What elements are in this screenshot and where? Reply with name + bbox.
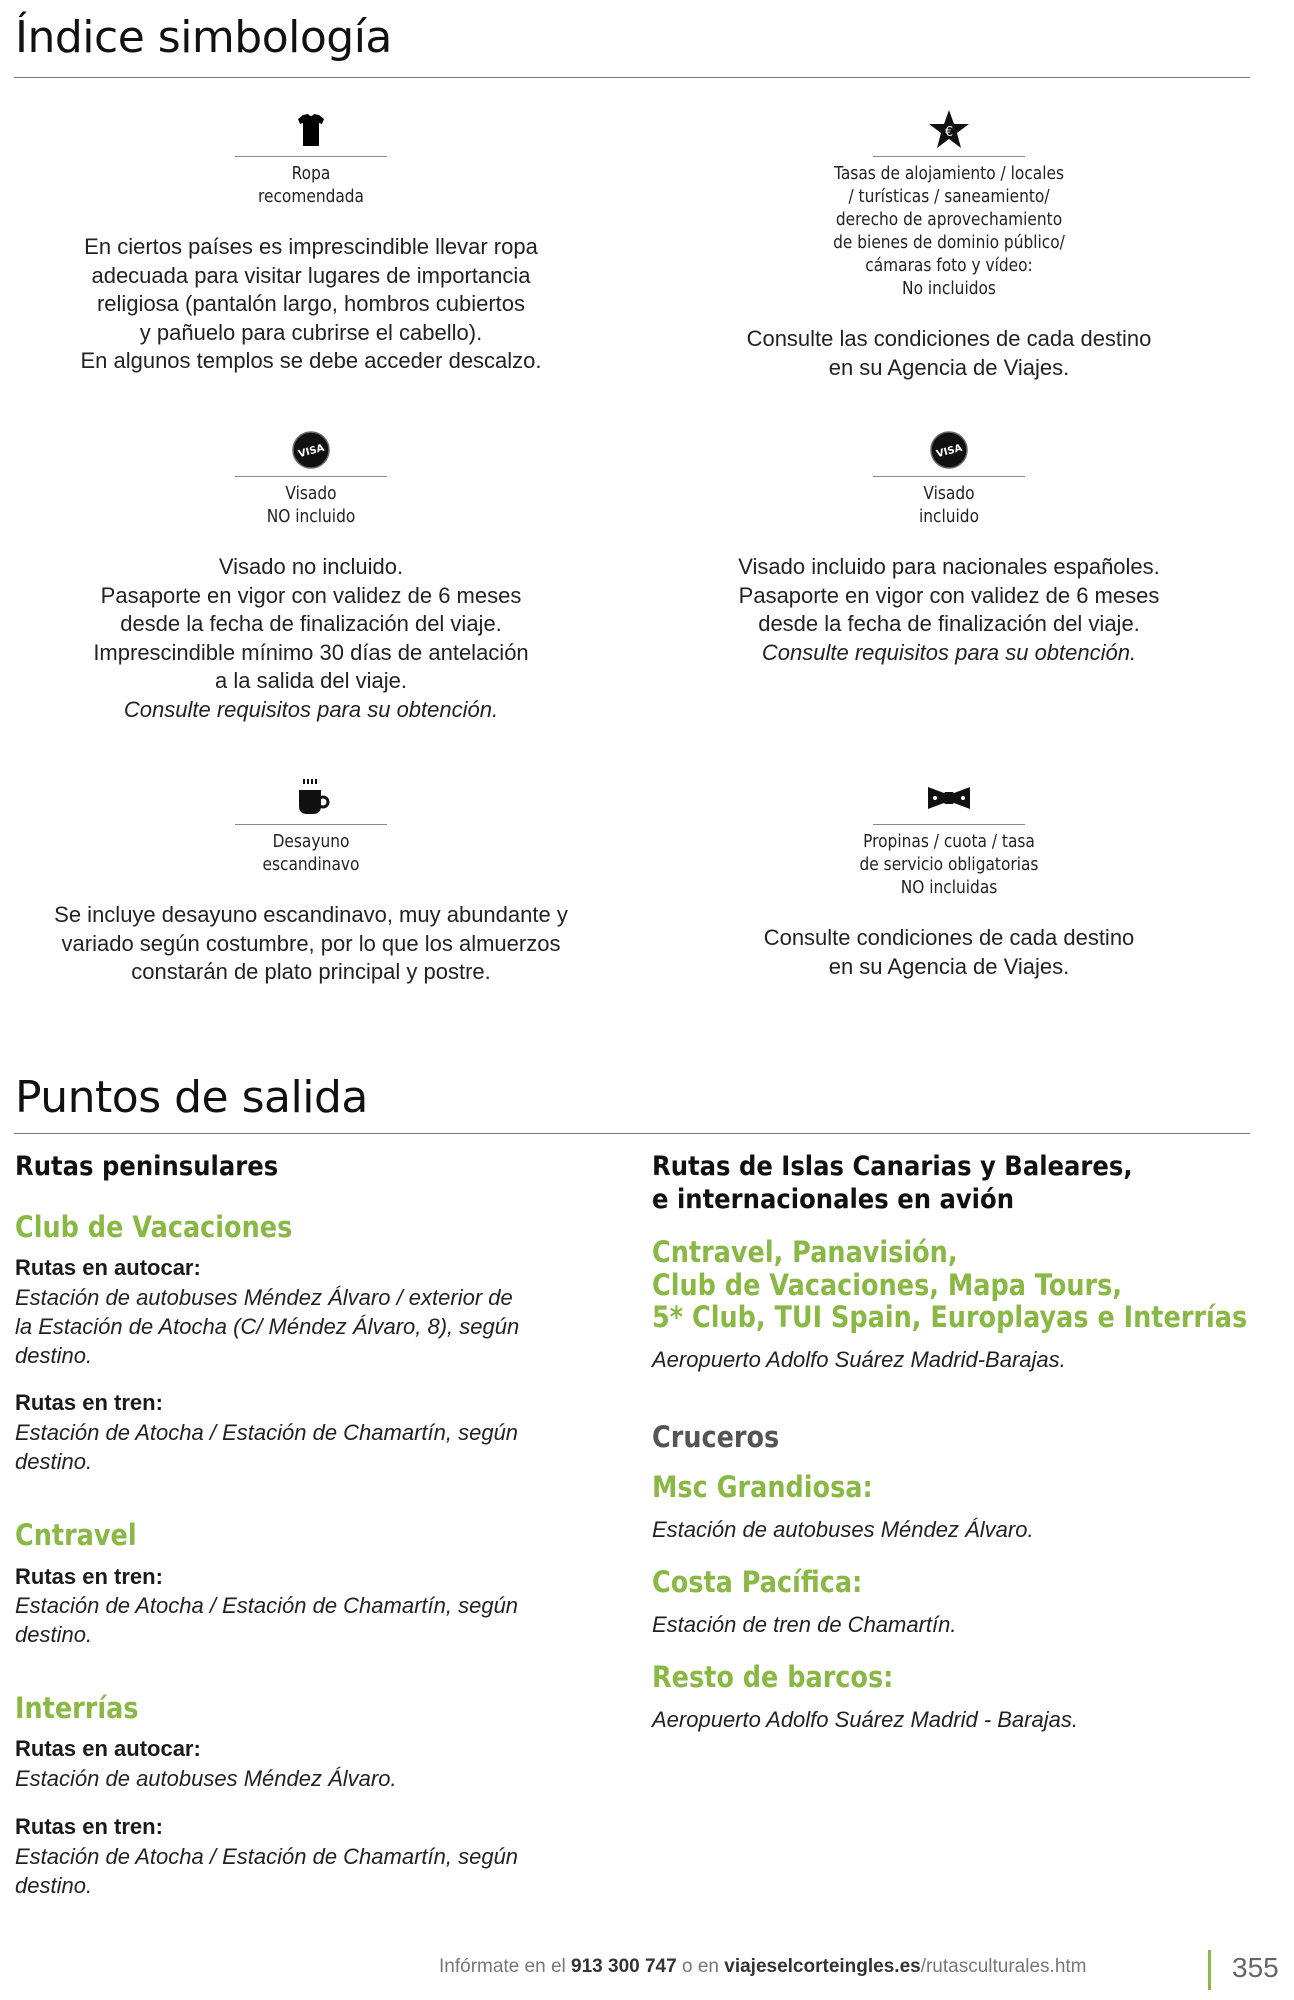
symbol-label	[38, 163, 584, 209]
symbol-entry	[1, 110, 621, 376]
symbol-entry	[639, 110, 1259, 382]
symbol-divider	[235, 476, 387, 477]
visa-included-icon	[639, 430, 1259, 470]
description-line: Visado incluido para nacionales españoles.	[738, 554, 1160, 579]
operator-interrias: Interrías	[15, 1691, 139, 1725]
bus-routes-label: Rutas en autocar:	[15, 1255, 201, 1280]
label-line: NO incluido	[266, 507, 356, 527]
symbol-entry	[1, 430, 621, 724]
text-line: Estación de Atocha / Estación de Chamartín, según	[15, 1844, 519, 1869]
footer-divider	[1208, 1950, 1211, 1990]
train-routes-text	[15, 1418, 518, 1476]
description-line: Visado no incluido.	[218, 554, 404, 579]
symbol-description	[1, 901, 621, 987]
text-line: destino.	[15, 1449, 93, 1474]
symbol-description	[1, 553, 621, 724]
symbol-divider	[235, 824, 387, 825]
peninsular-routes-heading: Rutas peninsulares	[15, 1151, 279, 1182]
description-line: y pañuelo para cubrirse el cabello).	[139, 319, 483, 345]
label-line: Tasas de alojamiento / locales	[833, 164, 1065, 184]
symbol-label	[38, 483, 584, 529]
description-line: Pasaporte en vigor con validez de 6 meses	[100, 582, 522, 608]
symbol-label	[38, 831, 584, 877]
cruise-msc-grandiosa: Msc Grandiosa:	[652, 1470, 873, 1504]
visa-icon-text: VISA	[297, 442, 326, 461]
label-line: incluido	[918, 507, 980, 527]
bus-routes-label: Rutas en autocar:	[15, 1736, 201, 1761]
symbol-divider	[235, 156, 387, 157]
description-note: Consulte requisitos para su obtención.	[761, 639, 1137, 665]
airport-text: Aeropuerto Adolfo Suárez Madrid-Barajas.	[652, 1347, 1066, 1372]
description-line: Consulte las condiciones de cada destino	[746, 326, 1152, 351]
visa-not-included-icon	[1, 430, 621, 470]
symbol-divider	[873, 156, 1025, 157]
label-line: NO incluidas	[900, 878, 998, 898]
svg-text:€: €	[944, 125, 954, 140]
heading-line: e internacionales en avión	[652, 1184, 1015, 1215]
cruise-costa-pacifica: Costa Pacífica:	[652, 1565, 863, 1599]
train-routes-label: Rutas en tren:	[15, 1564, 163, 1589]
symbol-description	[639, 325, 1259, 382]
label-line: escandinavo	[262, 855, 360, 875]
train-routes-text	[15, 1842, 518, 1900]
label-line: de bienes de dominio público/	[833, 233, 1065, 253]
description-line: variado según costumbre, por lo que los almuerzos	[61, 930, 561, 956]
label-line: Propinas / cuota / tasa	[863, 832, 1035, 852]
description-line: en su Agencia de Viajes.	[828, 953, 1070, 979]
description-line: desde la fecha de finalización del viaje.	[758, 611, 1140, 636]
symbol-divider	[873, 476, 1025, 477]
train-routes-text	[15, 1591, 518, 1649]
heading-line: Rutas de Islas Canarias y Baleares,	[652, 1151, 1133, 1182]
symbol-divider	[873, 824, 1025, 825]
label-line: Desayuno	[272, 832, 350, 852]
symbol-description	[639, 553, 1259, 667]
footer-site-path[interactable]: /rutasculturales.htm	[920, 1956, 1087, 1977]
description-line: Consulte condiciones de cada destino	[763, 925, 1135, 950]
departures-title: Puntos de salida	[15, 1072, 368, 1123]
footer-contact	[439, 1956, 1087, 1978]
footer-site-link[interactable]: viajeselcorteingles.es	[724, 1956, 921, 1977]
train-routes-label: Rutas en tren:	[15, 1390, 163, 1415]
operator-line: 5* Club, TUI Spain, Europlayas e Interrías	[652, 1300, 1248, 1334]
symbol-description	[639, 924, 1259, 981]
symbol-description	[1, 233, 621, 376]
train-routes-label: Rutas en tren:	[15, 1814, 163, 1839]
description-line: desde la fecha de finalización del viaje.	[120, 611, 502, 636]
symbol-label	[676, 483, 1222, 529]
symbol-entry	[639, 778, 1259, 981]
label-line: Visado	[285, 484, 337, 504]
description-line: constarán de plato principal y postre.	[131, 959, 491, 984]
description-line: en su Agencia de Viajes.	[828, 354, 1070, 380]
euro-star-icon	[639, 110, 1259, 150]
text-line: destino.	[15, 1873, 93, 1898]
bow-tie-icon	[639, 778, 1259, 818]
description-line: a la salida del viaje.	[214, 668, 407, 693]
label-line: de servicio obligatorias	[859, 855, 1039, 875]
cruise-rest: Resto de barcos:	[652, 1660, 894, 1694]
description-line: Se incluye desayuno escandinavo, muy abundante y	[54, 902, 568, 927]
operator-club-vacaciones: Club de Vacaciones	[15, 1210, 293, 1244]
cruises-heading: Cruceros	[652, 1420, 780, 1454]
label-line: recomendada	[257, 187, 365, 207]
text-line: Estación de autobuses Méndez Álvaro.	[15, 1766, 397, 1791]
title-divider	[14, 77, 1250, 78]
text-line: destino.	[15, 1622, 93, 1647]
symbols-title: Índice simbología	[15, 12, 392, 63]
operator-cntravel: Cntravel	[15, 1518, 137, 1552]
coffee-cup-icon	[1, 778, 621, 818]
cruise-costa-text: Estación de tren de Chamartín.	[652, 1612, 957, 1637]
visa-icon-text: VISA	[935, 442, 964, 461]
symbol-entry	[639, 430, 1259, 667]
label-line: Ropa	[291, 164, 331, 184]
description-line: Imprescindible mínimo 30 días de antelación	[93, 639, 529, 665]
text-line: Estación de Atocha / Estación de Chamartín, según	[15, 1593, 519, 1618]
symbol-entry	[1, 778, 621, 987]
description-line: religiosa (pantalón largo, hombros cubiertos	[96, 291, 525, 316]
text-line: la Estación de Atocha (C/ Méndez Álvaro, 8), según	[15, 1314, 520, 1339]
page-number: 355	[1232, 1952, 1279, 1983]
bus-routes-text	[15, 1283, 519, 1370]
label-line: No incluidos	[902, 279, 996, 299]
description-note: Consulte requisitos para su obtención.	[123, 696, 499, 722]
description-line: Pasaporte en vigor con validez de 6 meses	[738, 582, 1160, 608]
international-operators	[652, 1236, 1247, 1334]
cruise-rest-text: Aeropuerto Adolfo Suárez Madrid - Barajas.	[652, 1707, 1078, 1732]
description-line: En ciertos países es imprescindible llevar ropa	[84, 234, 538, 259]
text-line: Estación de Atocha / Estación de Chamartín, según	[15, 1420, 519, 1445]
label-line: cámaras foto y vídeo:	[865, 256, 1033, 276]
description-line: En algunos templos se debe acceder descalzo.	[80, 348, 542, 373]
operator-line: Club de Vacaciones, Mapa Tours,	[652, 1267, 1123, 1302]
label-line: derecho de aprovechamiento	[835, 210, 1063, 230]
international-routes-heading	[652, 1150, 1133, 1216]
bus-routes-text	[15, 1764, 397, 1793]
footer-prefix: Infórmate en el	[439, 1956, 572, 1977]
footer-middle: o en	[676, 1956, 725, 1977]
operator-line: Cntravel, Panavisión,	[652, 1235, 958, 1269]
description-line: adecuada para visitar lugares de importancia	[91, 262, 531, 288]
shirt-icon	[1, 110, 621, 150]
text-line: destino.	[15, 1343, 93, 1368]
text-line: Estación de autobuses Méndez Álvaro / exterior de	[15, 1285, 513, 1310]
departures-divider	[14, 1133, 1250, 1134]
symbol-label	[676, 831, 1222, 900]
symbol-label	[676, 163, 1222, 301]
cruise-msc-text: Estación de autobuses Méndez Álvaro.	[652, 1517, 1034, 1542]
label-line: Visado	[923, 484, 975, 504]
footer-phone[interactable]: 913 300 747	[571, 1956, 677, 1977]
label-line: / turísticas / saneamiento/	[848, 187, 1050, 207]
